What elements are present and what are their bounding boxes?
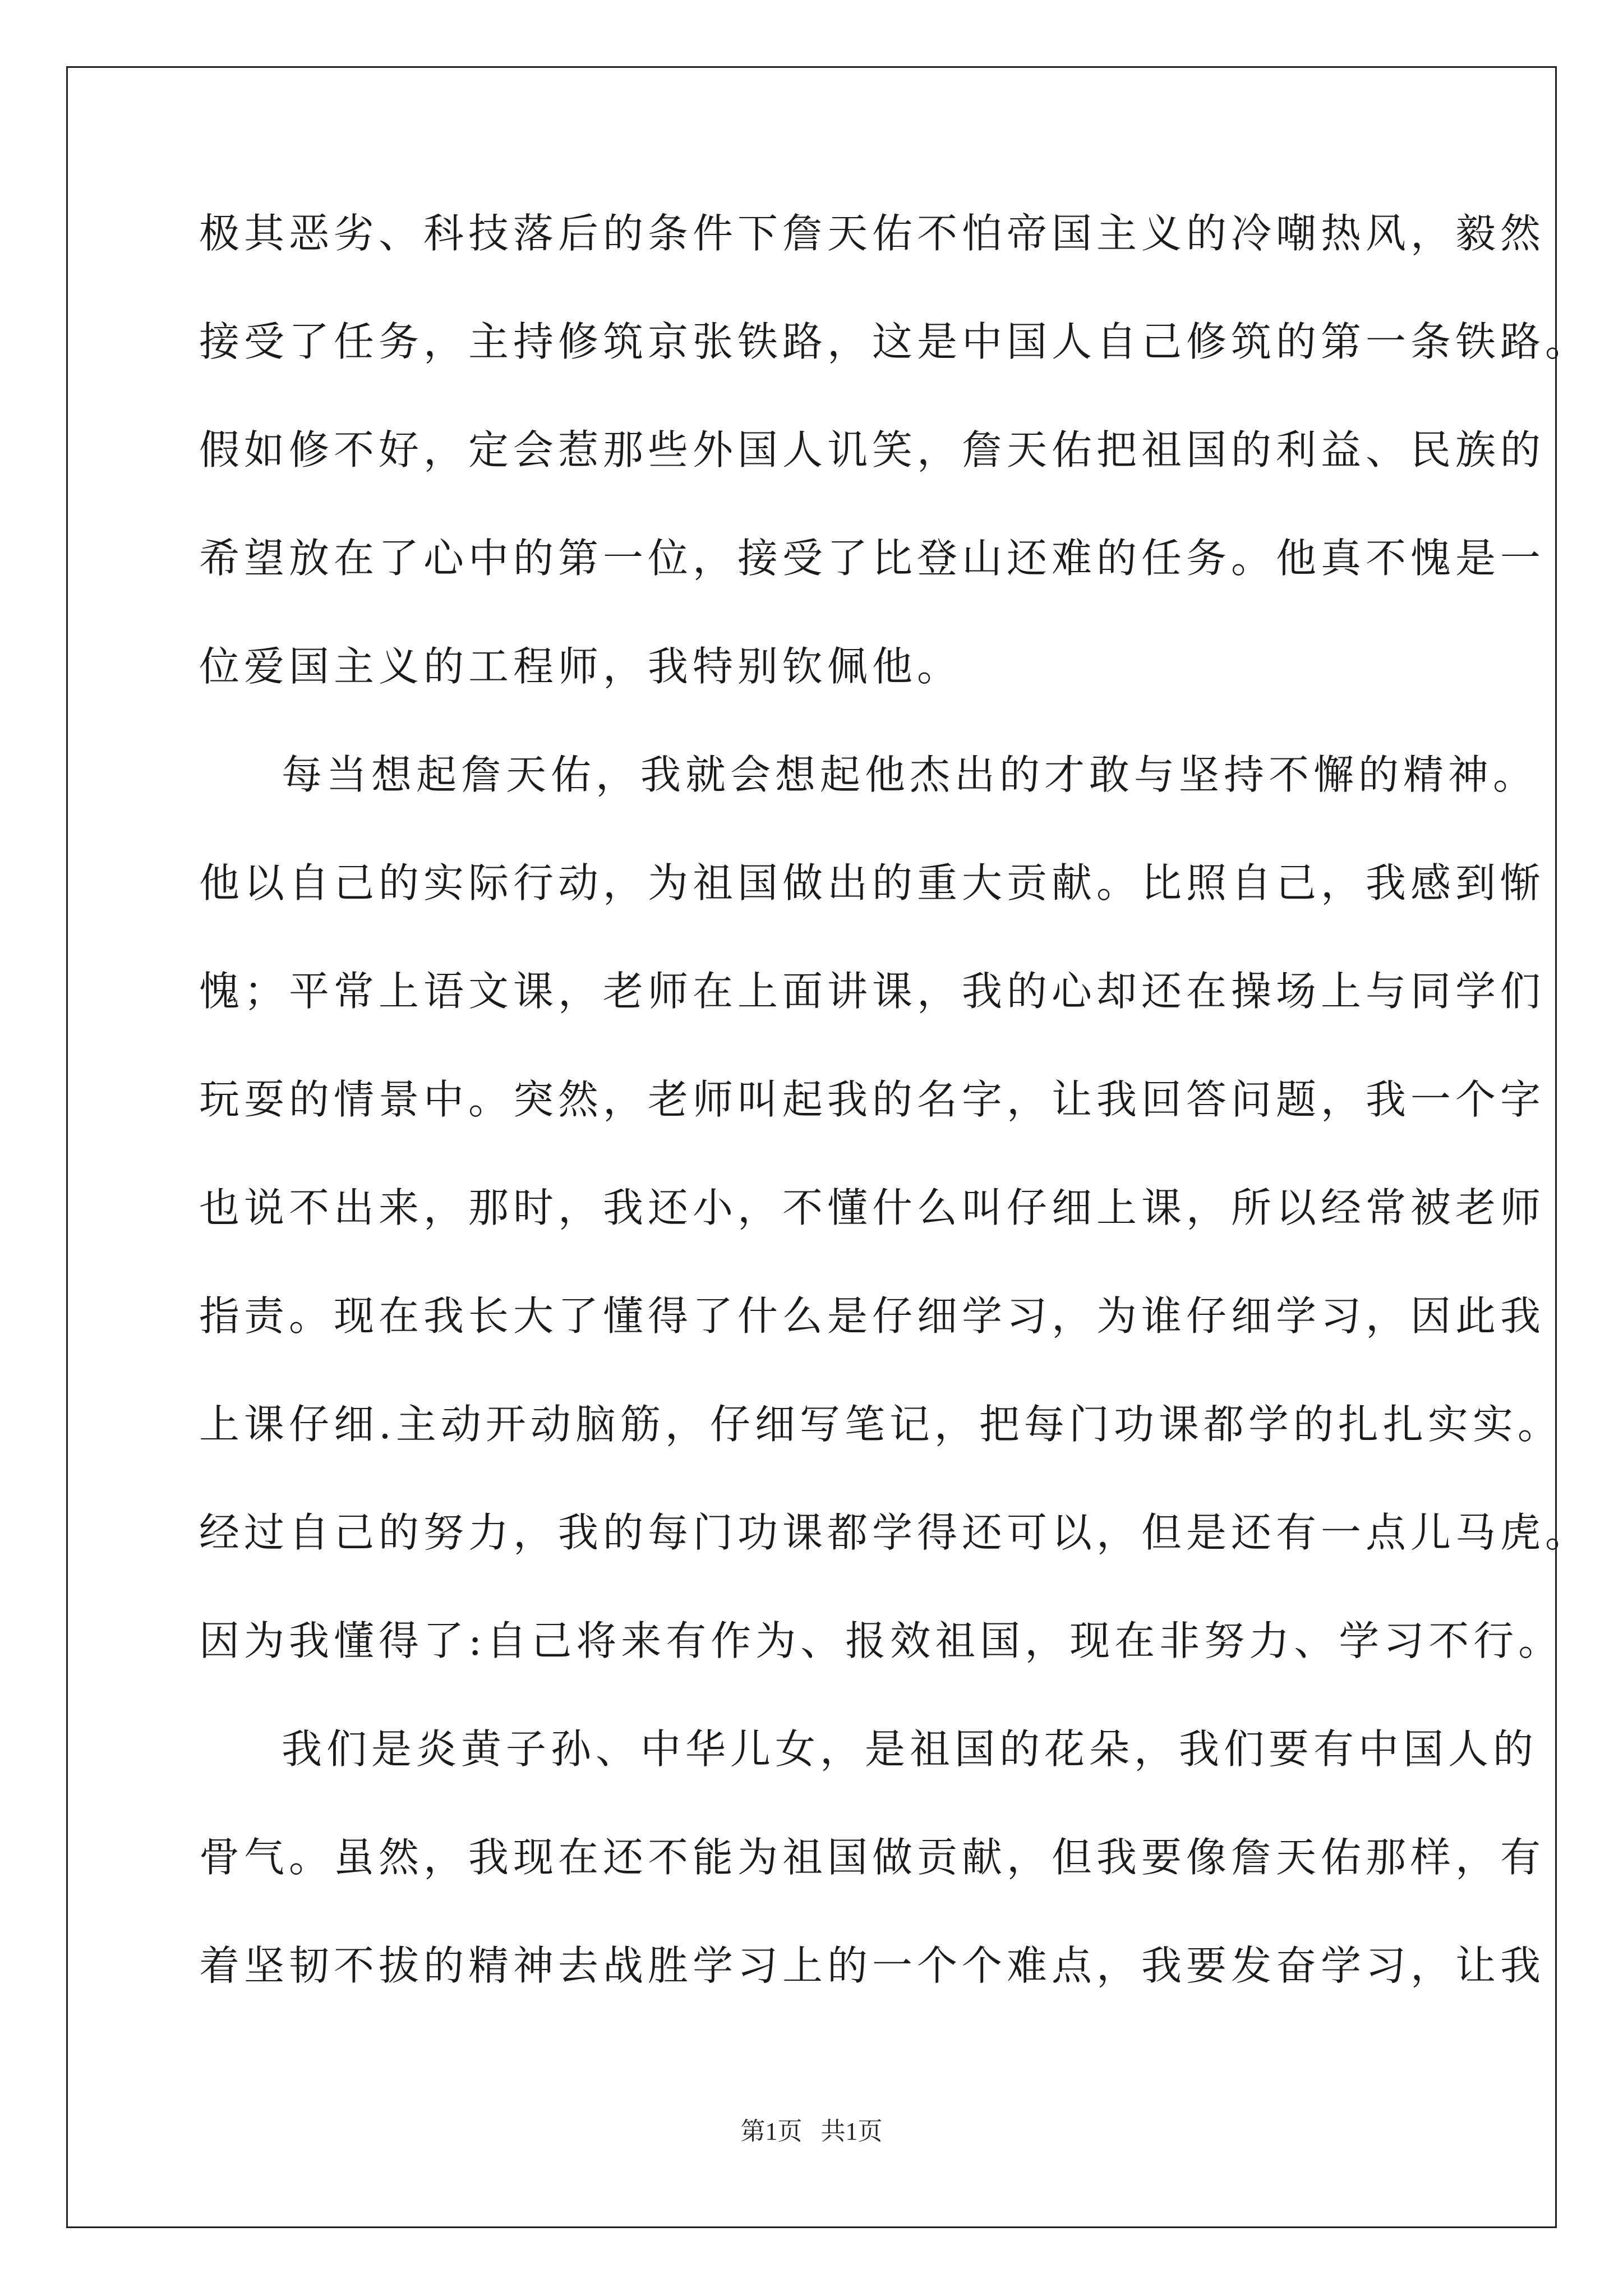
text-line: 愧；平常上语文课，老师在上面讲课，我的心却还在操场上与同学们 (199, 968, 1546, 1015)
text-line: 玩耍的情景中。突然，老师叫起我的名字，让我回答问题，我一个字 (199, 1076, 1546, 1123)
text-line: 指责。现在我长大了懂得了什么是仔细学习，为谁仔细学习，因此我 (199, 1292, 1546, 1340)
text-line: 也说不出来，那时，我还小，不懂什么叫仔细上课，所以经常被老师 (199, 1184, 1546, 1231)
paragraph-start-line: 我们是炎黄子孙、中华儿女，是祖国的花朵，我们要有中国人的 (282, 1726, 1538, 1773)
text-line: 极其恶劣、科技落后的条件下詹天佑不怕帝国主义的冷嘲热风，毅然 (199, 210, 1546, 257)
text-line: 因为我懂得了:自己将来有作为、报效祖国，现在非努力、学习不行。 (199, 1617, 1564, 1664)
page-number-footer: 第1页 共1页 (740, 2118, 883, 2145)
text-line: 假如修不好，定会惹那些外国人讥笑，詹天佑把祖国的利益、民族的 (199, 426, 1546, 473)
text-line: 他以自己的实际行动，为祖国做出的重大贡献。比照自己，我感到惭 (199, 859, 1546, 907)
text-line: 希望放在了心中的第一位，接受了比登山还难的任务。他真不愧是一 (199, 535, 1546, 582)
text-line: 经过自己的努力，我的每门功课都学得还可以，但是还有一点儿马虎。 (199, 1509, 1590, 1556)
text-line: 着坚韧不拔的精神去战胜学习上的一个个难点，我要发奋学习，让我 (199, 1942, 1546, 1989)
text-line: 位爱国主义的工程师，我特别钦佩他。 (199, 643, 962, 690)
text-line: 上课仔细.主动开动脑筋，仔细写笔记，把每门功课都学的扎扎实实。 (199, 1401, 1562, 1448)
text-line: 接受了任务，主持修筑京张铁路，这是中国人自己修筑的第一条铁路。 (199, 318, 1590, 365)
text-line: 骨气。虽然，我现在还不能为祖国做贡献，但我要像詹天佑那样，有 (199, 1834, 1546, 1881)
document-body (199, 210, 1590, 2054)
paragraph-start-line: 每当想起詹天佑，我就会想起他杰出的才敢与坚持不懈的精神。 (282, 751, 1538, 798)
